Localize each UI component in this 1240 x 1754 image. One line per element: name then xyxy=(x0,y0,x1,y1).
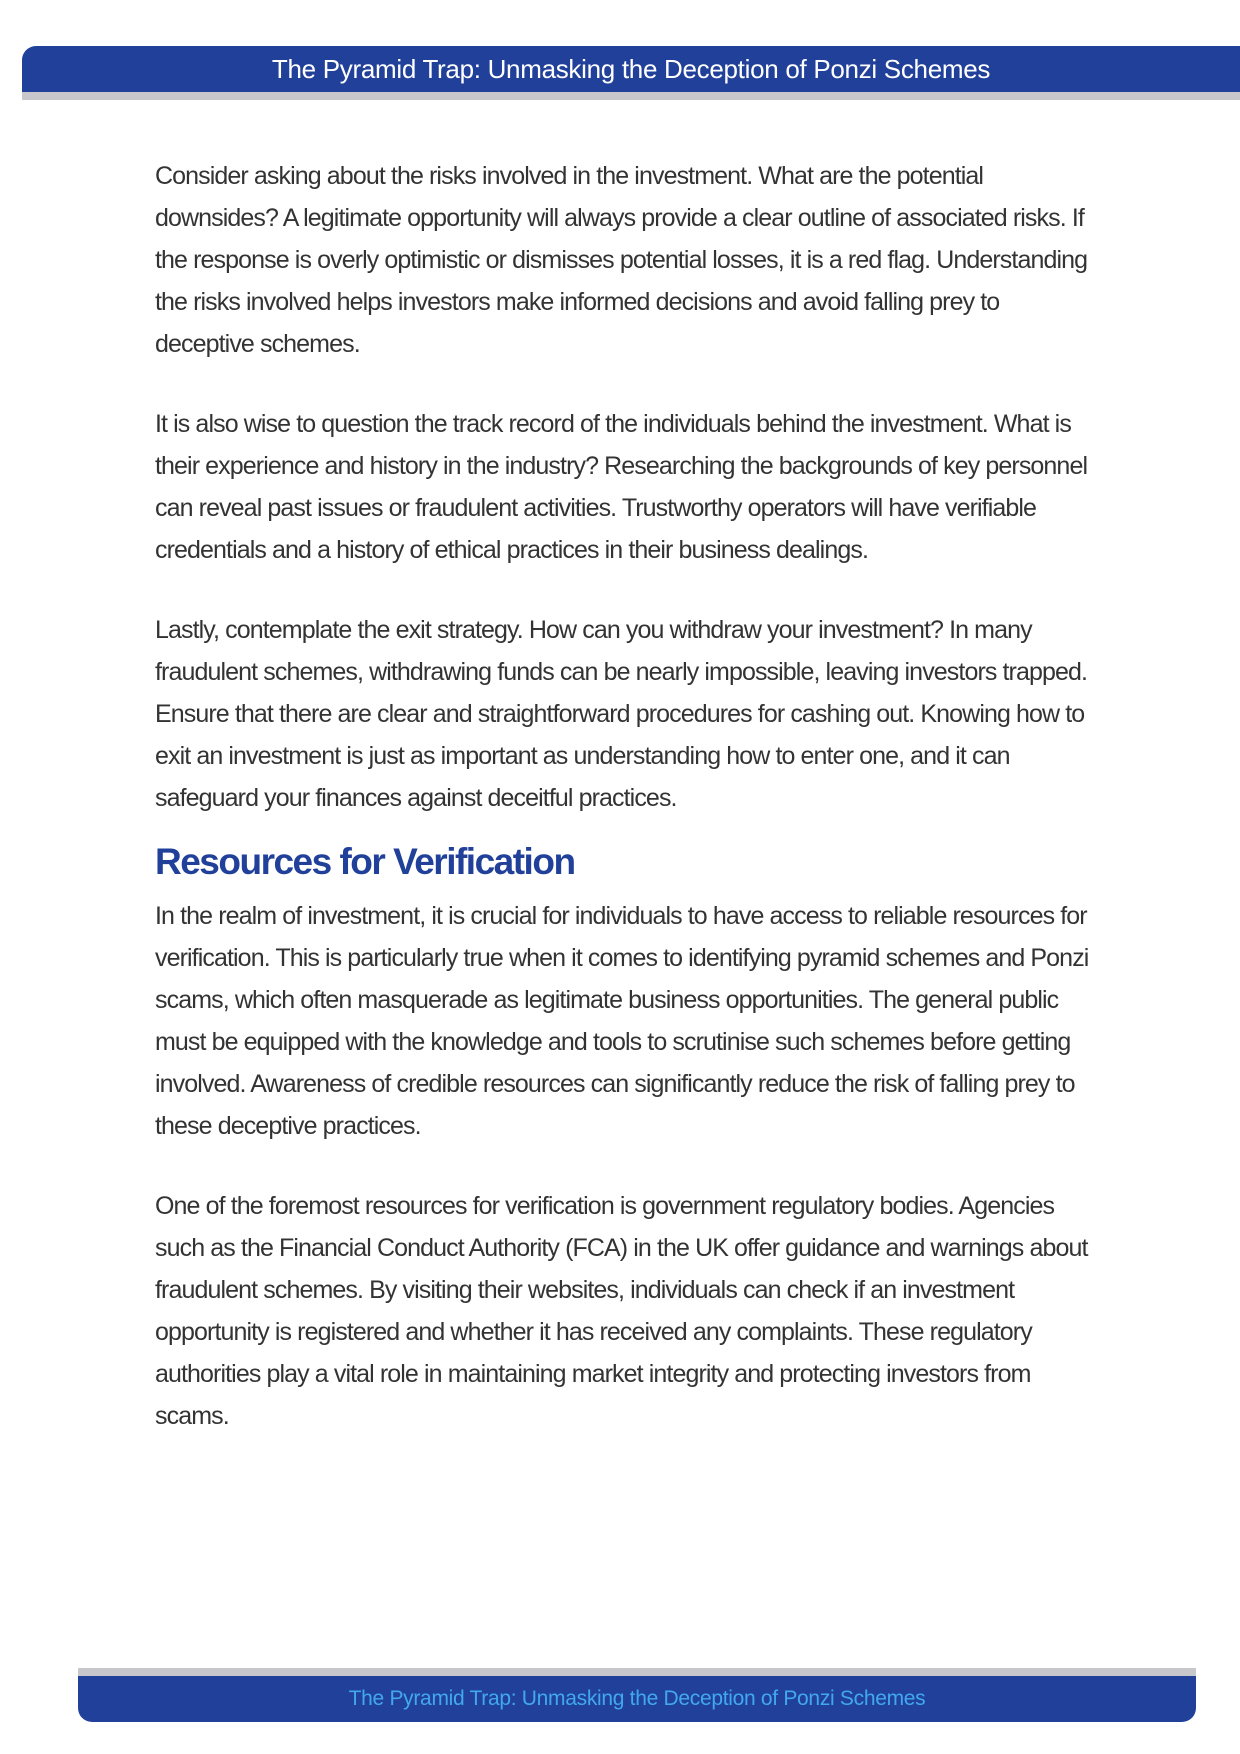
body-paragraph: Consider asking about the risks involved in the investment. What are the potential downsides? A legitimate opportunity will always provide a clear outline of associated risks. If the response is overly optimistic or dismisses potential losses, it is a red flag. Understanding the risks involved helps investors make informed decisions and avoid falling prey to deceptive schemes. xyxy=(155,162,1088,358)
body-paragraph: Lastly, contemplate the exit strategy. How can you withdraw your investment? In many fraudulent schemes, withdrawing funds can be nearly impossible, leaving investors trapped. Ensure that there are clear and straightforward procedures for cashing out. Knowing how to exit an investment is just as important as understanding how to enter one, and it can safeguard your finances against deceitful practices. xyxy=(155,616,1088,812)
page-footer xyxy=(78,1676,1196,1722)
body-paragraph: In the realm of investment, it is crucial for individuals to have access to reliable resources for verification. This is particularly true when it comes to identifying pyramid schemes and Ponzi scams, which often masquerade as legitimate business opportunities. The general public must be equipped with the knowledge and tools to scrutinise such schemes before getting involved. Awareness of credible resources can significantly reduce the risk of falling prey to these deceptive practices. xyxy=(155,902,1089,1140)
page-header xyxy=(22,46,1240,92)
body-paragraph: It is also wise to question the track record of the individuals behind the investment. What is their experience and history in the industry? Researching the backgrounds of key personnel can reveal past issues or fraudulent activities. Trustworthy operators will have verifiable credentials and a history of ethical practices in their business dealings. xyxy=(155,410,1088,564)
footer-title: The Pyramid Trap: Unmasking the Deception of Ponzi Schemes xyxy=(348,1687,926,1710)
main-content xyxy=(155,155,1090,1475)
header-title: The Pyramid Trap: Unmasking the Deception of Ponzi Schemes xyxy=(271,54,991,84)
footer-divider xyxy=(78,1668,1196,1676)
body-paragraph: One of the foremost resources for verification is government regulatory bodies. Agencies such as the Financial Conduct Authority (FCA) in the UK offer guidance and warnings about fraudulent schemes. By visiting their websites, individuals can check if an investment opportunity is registered and whether it has received any complaints. These regulatory authorities play a vital role in maintaining market integrity and protecting investors from scams. xyxy=(155,1192,1088,1430)
section-heading: Resources for Verification xyxy=(155,841,575,882)
